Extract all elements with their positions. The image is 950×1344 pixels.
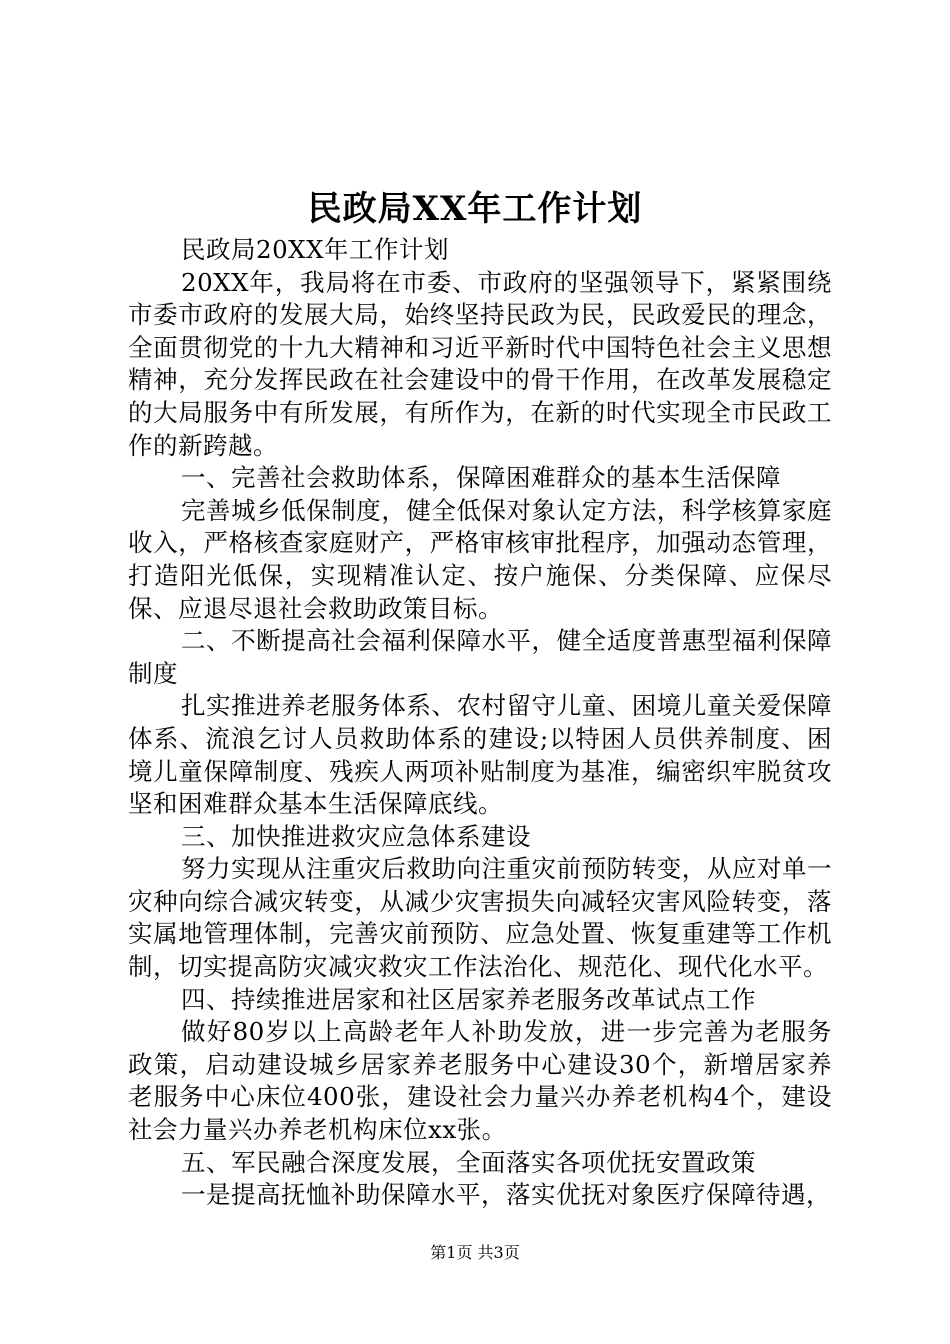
- section-heading-3: 三、加快推进救灾应急体系建设: [181, 821, 531, 851]
- section-body-1: 完善城乡低保制度，健全低保对象认定方法，科学核算家庭收入，严格核查家庭财产，严格审核审批程序，加强动态管理，打造阳光低保，实现精准认定、按户施保、分类保障、应保尽保、应退尽退社会救助政策目标。: [128, 495, 832, 623]
- section-heading-1: 一、完善社会救助体系，保障困难群众的基本生活保障: [181, 463, 781, 493]
- section-body-3: 努力实现从注重灾后救助向注重灾前预防转变，从应对单一灾种向综合减灾转变，从减少灾害损失向减轻灾害风险转变，落实属地管理体制，完善灾前预防、应急处置、恢复重建等工作机制，切实提高防灾减灾救灾工作法治化、规范化、现代化水平。: [128, 854, 832, 982]
- section-heading-2: 二、不断提高社会福利保障水平，健全适度普惠型福利保障制度: [128, 626, 832, 688]
- document-title: 民政局XX年工作计划: [307, 189, 643, 229]
- section-body-4: 做好80岁以上高龄老年人补助发放，进一步完善为老服务政策，启动建设城乡居家养老服务中心建设30个，新增居家养老服务中心床位400张，建设社会力量兴办养老机构4个，建设社会力量兴办养老机构床位xx张。: [128, 1017, 832, 1145]
- section-heading-4: 四、持续推进居家和社区居家养老服务改革试点工作: [181, 984, 756, 1014]
- paragraph-subtitle: 民政局20XX年工作计划: [181, 235, 450, 264]
- document-body: [128, 234, 832, 1212]
- section-body-5: 一是提高抚恤补助保障水平，落实优抚对象医疗保障待遇，: [181, 1180, 831, 1210]
- paragraph-intro: 20XX年，我局将在市委、市政府的坚强领导下，紧紧围绕市委市政府的发展大局，始终坚持民政为民，民政爱民的理念，全面贯彻党的十九大精神和习近平新时代中国特色社会主义思想精神，充分发挥民政在社会建设中的骨干作用，在改革发展稳定的大局服务中有所发展，有所作为，在新的时代实现全市民政工作的新跨越。: [128, 267, 832, 460]
- section-heading-5: 五、军民融合深度发展，全面落实各项优抚安置政策: [181, 1147, 756, 1177]
- page-footer: 第1页 共3页: [430, 1243, 520, 1262]
- section-body-2: 扎实推进养老服务体系、农村留守儿童、困境儿童关爱保障体系、流浪乞讨人员救助体系的建设;以特困人员供养制度、困境儿童保障制度、残疾人两项补贴制度为基准，编密织牢脱贫攻坚和困难群众基本生活保障底线。: [128, 691, 832, 819]
